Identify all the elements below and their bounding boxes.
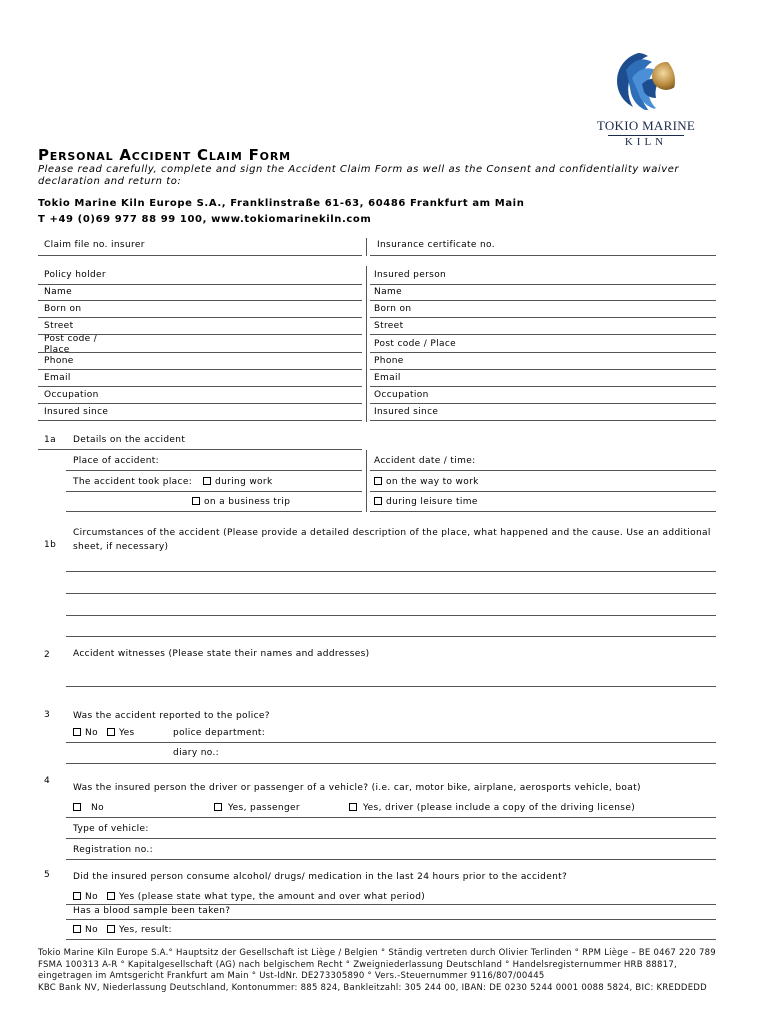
- ip-phone-field[interactable]: [370, 369, 716, 370]
- ph-email-label: Email: [44, 373, 71, 383]
- leisure-time-option[interactable]: [374, 497, 478, 507]
- ph-postcode-field[interactable]: [38, 352, 362, 353]
- blood-result-field[interactable]: [66, 939, 716, 940]
- police-department-label: police department:: [173, 728, 266, 738]
- blood-yes-option[interactable]: [107, 925, 172, 935]
- ip-insured-since-field[interactable]: [370, 420, 716, 421]
- insured-person-header: Insured person: [374, 270, 447, 280]
- ip-street-label: Street: [374, 321, 404, 331]
- alcohol-yes-label: Yes (please state what type, the amount and over what period): [119, 892, 426, 902]
- divider: [370, 491, 716, 492]
- vehicle-driver-checkbox[interactable]: [349, 803, 357, 811]
- footer-line-2: FSMA 100313 A-R ° Kapitalgesellschaft (AG) nach belgischem Recht ° Zweigniederlassung Deutschland ° Handelsregisternummer HRB 88817,: [38, 959, 677, 970]
- divider: [66, 919, 716, 920]
- section-5-number: 5: [44, 870, 51, 880]
- circumstances-line-2[interactable]: [66, 593, 716, 594]
- ip-postcode-label: Post code / Place: [374, 339, 457, 349]
- circumstances-line-3[interactable]: [66, 615, 716, 616]
- ph-name-field[interactable]: [38, 300, 362, 301]
- insurance-cert-label: Insurance certificate no.: [377, 240, 495, 250]
- ph-occupation-field[interactable]: [38, 403, 362, 404]
- accident-date-label: Accident date / time:: [374, 456, 476, 466]
- section-1b-number: 1b: [44, 540, 57, 550]
- divider: [366, 266, 367, 422]
- blood-yes-checkbox[interactable]: [107, 925, 115, 933]
- logo-wordmark: TOKIO MARINE: [596, 118, 696, 133]
- company-contact: T +49 (0)69 977 88 99 100, www.tokiomarinekiln.com: [38, 214, 372, 225]
- ph-phone-label: Phone: [44, 356, 74, 366]
- section-2-text: Accident witnesses (Please state their names and addresses): [73, 649, 370, 659]
- during-work-label: during work: [215, 477, 273, 487]
- divider: [38, 284, 362, 285]
- ip-born-field[interactable]: [370, 317, 716, 318]
- ip-occupation-label: Occupation: [374, 390, 429, 400]
- vehicle-passenger-label: Yes, passenger: [228, 803, 300, 813]
- divider: [66, 904, 716, 905]
- footer-line-1: Tokio Marine Kiln Europe S.A.° Hauptsitz der Gesellschaft ist Liège / Belgien ° Ständig vertreten durch Olivier Terlinden ° RPM Liège – BE 0467 220 789: [38, 948, 716, 958]
- ip-email-field[interactable]: [370, 386, 716, 387]
- alcohol-no-label: No: [85, 892, 98, 902]
- footer-line-3: eingetragen im Amtsgericht Frankfurt am Main ° Ust-IdNr. DE273305890 ° Vers.-Steuernummer 9116/807/00445: [38, 971, 545, 981]
- divider: [370, 511, 716, 512]
- circumstances-line-4[interactable]: [66, 636, 716, 637]
- vehicle-passenger-checkbox[interactable]: [214, 803, 222, 811]
- section-2-number: 2: [44, 650, 51, 660]
- insurance-cert-field[interactable]: [370, 255, 716, 256]
- diary-no-label: diary no.:: [173, 748, 220, 758]
- policy-holder-header: Policy holder: [44, 270, 106, 280]
- vehicle-no-checkbox[interactable]: [73, 803, 81, 811]
- section-1b-text: Circumstances of the accident (Please provide a detailed description of the place, what happened and the cause. Use an additional sheet, if necessary): [73, 528, 711, 552]
- ph-street-label: Street: [44, 321, 74, 331]
- police-yes-label: Yes: [119, 728, 135, 738]
- during-work-option[interactable]: [203, 477, 273, 487]
- police-no-label: No: [85, 728, 98, 738]
- claim-file-label: Claim file no. insurer: [44, 240, 145, 250]
- divider: [66, 491, 362, 492]
- during-work-checkbox[interactable]: [203, 477, 211, 485]
- business-trip-checkbox[interactable]: [192, 497, 200, 505]
- divider: [66, 817, 716, 818]
- police-yes-option[interactable]: [107, 728, 135, 738]
- divider: [66, 511, 362, 512]
- divider: [38, 449, 362, 450]
- ip-name-label: Name: [374, 287, 402, 297]
- form-title: Personal Accident Claim Form: [38, 146, 291, 164]
- police-department-field[interactable]: [66, 742, 716, 743]
- diary-no-field[interactable]: [66, 763, 716, 764]
- way-to-work-checkbox[interactable]: [374, 477, 382, 485]
- section-4-number: 4: [44, 776, 51, 786]
- footer-line-4: KBC Bank NV, Niederlassung Deutschland, Kontonummer: 885 824, Bankleitzahl: 305 244 00, IBAN: DE 0230 5244 0001 0088 5824, BIC: KREDDEDD: [38, 982, 707, 993]
- alcohol-yes-checkbox[interactable]: [107, 892, 115, 900]
- business-trip-label: on a business trip: [204, 497, 291, 507]
- ip-occupation-field[interactable]: [370, 403, 716, 404]
- section-4-question: Was the insured person the driver or passenger of a vehicle? (i.e. car, motor bike, airplane, aerosports vehicle, boat): [73, 783, 641, 793]
- police-yes-checkbox[interactable]: [107, 728, 115, 736]
- logo-emblem-icon: [586, 48, 706, 120]
- alcohol-no-checkbox[interactable]: [73, 892, 81, 900]
- ip-postcode-field[interactable]: [370, 352, 716, 353]
- divider: [366, 450, 367, 512]
- way-to-work-label: on the way to work: [386, 477, 479, 487]
- police-no-checkbox[interactable]: [73, 728, 81, 736]
- vehicle-type-field[interactable]: [66, 838, 716, 839]
- registration-field[interactable]: [66, 859, 716, 860]
- way-to-work-option[interactable]: [374, 477, 479, 487]
- blood-sample-label: Has a blood sample been taken?: [73, 906, 231, 916]
- divider: [366, 238, 367, 256]
- ph-postcode-label: Post code / Place: [44, 334, 98, 355]
- vehicle-driver-label: Yes, driver (please include a copy of the driving license): [363, 803, 636, 813]
- leisure-time-checkbox[interactable]: [374, 497, 382, 505]
- section-5-question: Did the insured person consume alcohol/ drugs/ medication in the last 24 hours prior to the accident?: [73, 872, 568, 882]
- divider: [370, 284, 716, 285]
- company-logo: [586, 48, 706, 150]
- blood-no-label: No: [85, 925, 98, 935]
- witnesses-field[interactable]: [66, 686, 716, 687]
- took-place-label: The accident took place:: [73, 477, 193, 487]
- place-of-accident-field[interactable]: [66, 470, 362, 471]
- legal-footer: [38, 948, 758, 994]
- ph-occupation-label: Occupation: [44, 390, 99, 400]
- claim-file-field[interactable]: [38, 255, 362, 256]
- ph-born-label: Born on: [44, 304, 82, 314]
- company-address: Tokio Marine Kiln Europe S.A., Franklinstraße 61-63, 60486 Frankfurt am Main: [38, 198, 525, 209]
- ip-name-field[interactable]: [370, 300, 716, 301]
- circumstances-line-1[interactable]: [66, 571, 716, 572]
- ip-email-label: Email: [374, 373, 401, 383]
- accident-date-field[interactable]: [370, 470, 716, 471]
- leisure-time-label: during leisure time: [386, 497, 478, 507]
- business-trip-option[interactable]: [192, 497, 290, 507]
- alcohol-no-option[interactable]: [73, 892, 98, 902]
- ip-born-label: Born on: [374, 304, 412, 314]
- police-no-option[interactable]: [73, 728, 98, 738]
- alcohol-yes-option[interactable]: [107, 892, 425, 902]
- ph-street-field[interactable]: [38, 334, 362, 335]
- ip-phone-label: Phone: [374, 356, 404, 366]
- ph-name-label: Name: [44, 287, 72, 297]
- ph-phone-field[interactable]: [38, 369, 362, 370]
- vehicle-no-option[interactable]: [73, 803, 104, 813]
- ph-email-field[interactable]: [38, 386, 362, 387]
- ip-street-field[interactable]: [370, 334, 716, 335]
- place-of-accident-label: Place of accident:: [73, 456, 160, 466]
- blood-no-checkbox[interactable]: [73, 925, 81, 933]
- section-1a-number: 1a: [44, 435, 56, 445]
- vehicle-no-label: No: [91, 803, 104, 813]
- vehicle-driver-option[interactable]: [349, 803, 635, 813]
- ph-insured-since-field[interactable]: [38, 420, 362, 421]
- ph-insured-since-label: Insured since: [44, 407, 109, 417]
- section-1a-title: Details on the accident: [73, 435, 186, 445]
- intro-text: Please read carefully, complete and sign the Accident Claim Form as well as the Consent and confidentiality waiver declaration and return to:: [38, 164, 680, 187]
- section-3-number: 3: [44, 710, 51, 720]
- blood-no-option[interactable]: [73, 925, 98, 935]
- logo-subwordmark: KILN: [624, 136, 668, 148]
- ph-born-field[interactable]: [38, 317, 362, 318]
- registration-label: Registration no.:: [73, 845, 154, 855]
- vehicle-type-label: Type of vehicle:: [73, 824, 149, 834]
- blood-yes-label: Yes, result:: [119, 925, 172, 935]
- section-3-question: Was the accident reported to the police?: [73, 711, 270, 721]
- ip-insured-since-label: Insured since: [374, 407, 439, 417]
- vehicle-passenger-option[interactable]: [214, 803, 300, 813]
